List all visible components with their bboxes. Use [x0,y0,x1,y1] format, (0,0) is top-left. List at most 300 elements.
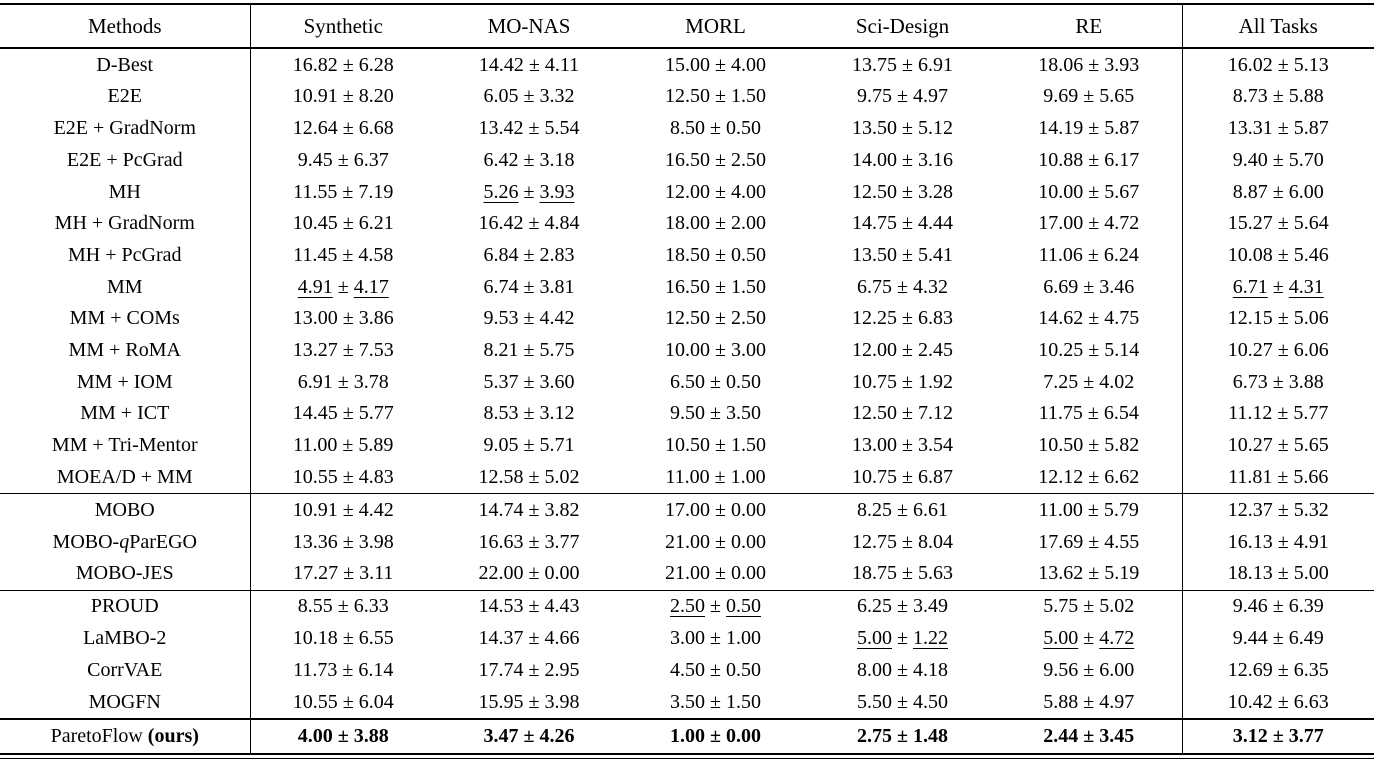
std-value: 5.41 [917,243,953,266]
mean-value: 1.00 [670,725,705,748]
mean-value: 11.81 [1228,465,1273,488]
method-label: E2E + GradNorm [53,117,196,140]
column-header-re: RE [996,5,1182,48]
mean-value: 12.25 [852,307,897,330]
value-cell: 8.87 ± 6.00 [1182,176,1374,208]
value-cell: 14.53 ± 4.43 [436,590,622,622]
mean-value: 4.00 [297,725,333,748]
value-cell: 5.50 ± 4.50 [857,690,948,713]
mean-value: 12.69 [1227,658,1273,681]
value-cell: 11.06 ± 6.24 [1038,243,1139,266]
mean-value: 16.63 [478,530,524,553]
method-label: MM + Tri-Mentor [51,434,198,457]
mean-value: 15.27 [1227,212,1273,235]
value-cell: 10.18 ± 6.55 [292,627,394,650]
std-value: 4.32 [912,275,948,298]
value-cell: 17.27 ± 3.11 [293,562,394,585]
mean-value: 5.26 [483,180,519,203]
mean-value: 13.42 [478,117,524,140]
mean-value: 10.75 [852,370,897,393]
method-cell [0,240,250,272]
value-cell: 15.95 ± 3.98 [478,690,580,713]
std-value: 4.42 [539,307,575,330]
mean-value: 13.31 [1227,117,1273,140]
method-cell [0,208,250,240]
std-value: 4.26 [539,725,575,748]
mean-value: 16.50 [665,148,710,171]
value-cell: 6.71 ± 4.31 [1182,271,1374,303]
mean-value: 14.19 [1038,117,1084,140]
std-value: 6.24 [1103,243,1139,266]
column-header-mo-nas: MO-NAS [436,5,622,48]
std-value: 6.39 [1288,595,1324,618]
value-cell: 10.25 ± 5.14 [1038,339,1140,362]
method-cell [0,48,250,81]
table-row [0,719,1374,754]
value-cell: 16.82 ± 6.28 [292,53,394,76]
std-value: 4.83 [358,465,394,488]
std-value: 7.19 [358,180,394,203]
mean-value: 8.25 [857,498,892,521]
value-cell: 13.75 ± 6.91 [852,53,953,76]
std-value: 1.50 [725,690,761,713]
method-cell [0,145,250,177]
value-cell: 16.50 ± 2.50 [665,148,766,171]
value-cell: 10.50 ± 5.82 [1038,434,1140,457]
value-cell: 1.00 ± 0.00 [622,719,809,754]
std-value: 4.17 [353,275,389,298]
std-value: 1.50 [730,85,766,108]
std-value: 1.50 [730,434,766,457]
value-cell: 8.25 ± 6.61 [809,494,996,526]
value-cell: 15.00 ± 4.00 [665,53,766,76]
value-cell: 14.74 ± 3.82 [436,494,622,526]
method-label: MOBO [94,498,155,521]
mean-value: 12.75 [852,530,897,553]
std-value: 3.11 [359,562,394,585]
value-cell: 17.69 ± 4.55 [1038,530,1140,553]
std-value: 4.58 [358,243,394,266]
mean-value: 4.50 [670,658,705,681]
mean-value: 18.50 [665,243,710,266]
method-cell [0,335,250,367]
value-cell: 9.05 ± 5.71 [483,434,575,457]
value-cell: 10.27 ± 6.06 [1182,335,1374,367]
std-value: 3.88 [1288,370,1324,393]
mean-value: 6.69 [1043,275,1079,298]
results-table-container [0,3,1374,759]
mean-value: 6.84 [483,243,519,266]
mean-value: 10.55 [292,690,338,713]
std-value: 4.50 [912,690,948,713]
method-cell [0,558,250,590]
method-cell [0,526,250,558]
method-label: D-Best [96,53,154,76]
std-value: 3.86 [358,307,394,330]
value-cell: 8.50 ± 0.50 [670,117,761,140]
std-value: 5.77 [358,402,394,425]
mean-value: 18.75 [852,562,897,585]
value-cell: 4.91 ± 4.17 [297,275,389,298]
value-cell: 9.56 ± 6.00 [1043,658,1135,681]
std-value: 5.02 [544,465,580,488]
value-cell: 21.00 ± 0.00 [665,562,766,585]
table-row [0,623,1374,655]
method-label: MM + RoMA [68,339,181,362]
value-cell: 5.00 ± 1.22 [857,627,948,650]
table-row [0,526,1374,558]
std-value: 5.75 [539,339,575,362]
value-cell: 2.75 ± 1.48 [809,719,996,754]
mean-value: 13.50 [852,243,897,266]
std-value: 7.12 [917,402,953,425]
std-value: 3.46 [1099,275,1135,298]
value-cell: 11.00 ± 5.79 [996,494,1182,526]
value-cell: 10.55 ± 6.04 [292,690,394,713]
std-value: 3.16 [917,148,953,171]
value-cell: 10.91 ± 8.20 [292,85,394,108]
method-label: MH [108,180,141,203]
method-cell [0,623,250,655]
std-value: 3.78 [353,370,389,393]
value-cell: 16.63 ± 3.77 [478,530,580,553]
std-value: 6.21 [358,212,394,235]
value-cell: 14.42 ± 4.11 [478,53,580,76]
std-value: 5.00 [1293,562,1329,585]
std-value: 0.00 [730,562,766,585]
mean-value: 14.37 [478,627,524,650]
std-value: 5.64 [1293,212,1329,235]
std-value: 3.18 [539,148,575,171]
value-cell: 10.00 ± 3.00 [665,339,766,362]
std-value: 5.82 [1104,434,1140,457]
value-cell: 4.00 ± 3.88 [250,719,436,754]
mean-value: 16.42 [478,212,524,235]
std-value: 4.97 [1099,690,1135,713]
value-cell: 8.55 ± 6.33 [250,590,436,622]
value-cell: 8.53 ± 3.12 [483,402,575,425]
mean-value: 6.74 [483,275,519,298]
std-value: 5.66 [1293,465,1329,488]
method-label: MOBO- [52,530,120,553]
value-cell: 3.50 ± 1.50 [670,690,761,713]
mean-value: 10.91 [292,498,338,521]
value-cell: 11.75 ± 6.54 [1038,402,1139,425]
mean-value: 14.00 [852,148,897,171]
std-value: 5.13 [1293,53,1329,76]
value-cell: 10.42 ± 6.63 [1182,686,1374,719]
value-cell: 18.06 ± 3.93 [1038,53,1140,76]
value-cell: 12.64 ± 6.68 [292,117,394,140]
value-cell: 16.50 ± 1.50 [665,275,766,298]
std-value: 4.72 [1099,627,1135,650]
std-value: 5.79 [1103,498,1139,521]
method-cell [0,719,250,754]
mean-value: 6.73 [1232,370,1268,393]
value-cell: 12.50 ± 7.12 [852,402,953,425]
mean-value: 15.95 [478,690,524,713]
method-label: LaMBO-2 [83,627,167,650]
value-cell: 6.05 ± 3.32 [483,85,575,108]
value-cell: 13.00 ± 3.86 [292,307,394,330]
method-cell [0,398,250,430]
mean-value: 12.00 [665,180,710,203]
std-value: 3.77 [1288,725,1324,748]
mean-value: 10.08 [1227,243,1273,266]
std-value: 6.87 [917,465,953,488]
std-value: 3.82 [544,498,580,521]
mean-value: 9.45 [297,148,333,171]
method-cell [0,590,250,622]
std-value: 5.70 [1288,148,1324,171]
mean-value: 11.12 [1228,402,1273,425]
value-cell: 16.13 ± 4.91 [1182,526,1374,558]
mean-value: 16.50 [665,275,710,298]
table-row [0,303,1374,335]
table-row [0,366,1374,398]
mean-value: 22.00 [478,562,524,585]
mean-value: 11.73 [293,658,338,681]
std-value: 5.87 [1104,117,1140,140]
value-cell: 12.00 ± 2.45 [852,339,953,362]
value-cell: 9.45 ± 6.37 [297,148,389,171]
mean-value: 9.53 [483,307,519,330]
std-value: 3.98 [544,690,580,713]
mean-value: 12.00 [852,339,897,362]
std-value: 4.66 [544,627,580,650]
table-row [0,494,1374,526]
mean-value: 3.00 [670,627,705,650]
value-cell: 9.75 ± 4.97 [857,85,948,108]
value-cell: 12.75 ± 8.04 [852,530,953,553]
value-cell: 6.91 ± 3.78 [297,370,389,393]
method-label: CorrVAE [87,658,163,681]
value-cell: 10.00 ± 5.67 [1038,180,1140,203]
std-value: 3.93 [539,180,575,203]
method-label: MM [106,275,143,298]
mean-value: 10.55 [292,465,338,488]
std-value: 4.72 [1104,212,1140,235]
method-cell [0,462,250,494]
value-cell: 10.08 ± 5.46 [1182,240,1374,272]
std-value: 3.81 [539,275,575,298]
value-cell: 13.62 ± 5.19 [1038,562,1140,585]
mean-value: 11.75 [1038,402,1083,425]
value-cell: 17.74 ± 2.95 [478,658,580,681]
mean-value: 6.25 [857,595,892,618]
method-cell [0,494,250,526]
std-value: 2.50 [730,307,766,330]
method-cell [0,366,250,398]
std-value: 5.63 [917,562,953,585]
value-cell: 12.12 ± 6.62 [1038,465,1140,488]
method-label: E2E + PcGrad [66,148,183,171]
value-cell: 14.45 ± 5.77 [292,402,394,425]
value-cell: 8.73 ± 5.88 [1182,81,1374,113]
column-header-synthetic: Synthetic [250,5,436,48]
method-label: ParEGO [129,530,197,553]
value-cell: 10.27 ± 5.65 [1182,430,1374,462]
mean-value: 12.64 [292,117,338,140]
value-cell: 14.62 ± 4.75 [1038,307,1140,330]
method-label: (ours) [147,725,199,748]
value-cell: 5.88 ± 4.97 [1043,690,1135,713]
value-cell: 3.00 ± 1.00 [670,627,761,650]
mean-value: 16.13 [1227,530,1273,553]
std-value: 3.77 [544,530,580,553]
value-cell: 3.12 ± 3.77 [1182,719,1374,754]
table-row [0,462,1374,494]
value-cell: 14.00 ± 3.16 [852,148,953,171]
value-cell: 16.02 ± 5.13 [1182,48,1374,81]
std-value: 1.50 [730,275,766,298]
mean-value: 10.18 [292,627,338,650]
mean-value: 5.00 [1043,627,1079,650]
value-cell: 17.00 ± 4.72 [1038,212,1140,235]
value-cell: 5.75 ± 5.02 [996,590,1182,622]
column-header-all-tasks: All Tasks [1182,5,1374,48]
value-cell: 9.53 ± 4.42 [483,307,575,330]
table-row [0,686,1374,719]
value-cell: 8.00 ± 4.18 [857,658,948,681]
std-value: 3.49 [912,595,948,618]
mean-value: 8.50 [670,117,705,140]
mean-value: 16.02 [1227,53,1273,76]
value-cell: 13.27 ± 7.53 [292,339,394,362]
std-value: 5.02 [1099,595,1135,618]
std-value: 0.50 [730,243,766,266]
std-value: 5.14 [1104,339,1140,362]
std-value: 1.92 [917,370,953,393]
table-header [0,5,1374,48]
std-value: 3.88 [353,725,389,748]
value-cell: 13.50 ± 5.12 [852,117,953,140]
table-row [0,430,1374,462]
mean-value: 10.42 [1227,690,1273,713]
mean-value: 18.06 [1038,53,1084,76]
mean-value: 15.00 [665,53,710,76]
method-cell [0,655,250,687]
value-cell: 12.25 ± 6.83 [852,307,953,330]
std-value: 6.00 [1099,658,1135,681]
std-value: 0.50 [725,658,761,681]
mean-value: 17.00 [1038,212,1084,235]
std-value: 6.68 [358,117,394,140]
mean-value: 10.45 [292,212,338,235]
method-cell [0,686,250,719]
method-label: MOGFN [88,690,161,713]
std-value: 6.63 [1293,690,1329,713]
mean-value: 3.50 [670,690,705,713]
value-cell: 12.15 ± 5.06 [1182,303,1374,335]
method-cell [0,81,250,113]
mean-value: 12.15 [1227,307,1273,330]
mean-value: 6.42 [483,148,519,171]
mean-value: 3.12 [1232,725,1268,748]
std-value: 6.49 [1288,627,1324,650]
std-value: 6.91 [917,53,953,76]
mean-value: 5.37 [483,370,519,393]
std-value: 3.32 [539,85,575,108]
std-value: 5.46 [1293,243,1329,266]
mean-value: 12.50 [665,307,710,330]
mean-value: 12.37 [1227,498,1273,521]
value-cell: 11.45 ± 4.58 [293,243,394,266]
mean-value: 10.91 [292,85,338,108]
mean-value: 10.00 [1038,180,1084,203]
std-value: 3.54 [917,434,953,457]
mean-value: 17.69 [1038,530,1084,553]
mean-value: 14.53 [478,595,524,618]
std-value: 4.91 [1293,530,1329,553]
std-value: 5.32 [1293,498,1329,521]
table-row [0,176,1374,208]
method-label: MH + PcGrad [68,243,182,266]
std-value: 3.98 [358,530,394,553]
std-value: 5.89 [358,434,394,457]
mean-value: 13.50 [852,117,897,140]
mean-value: 2.50 [670,595,705,618]
value-cell: 2.50 ± 0.50 [622,590,809,622]
method-label: MM + ICT [80,402,170,425]
table-row [0,271,1374,303]
mean-value: 9.40 [1232,148,1268,171]
std-value: 3.45 [1099,725,1135,748]
std-value: 8.20 [358,85,394,108]
value-cell: 17.00 ± 0.00 [622,494,809,526]
header-row [0,5,1374,48]
method-label: MH + GradNorm [54,212,195,235]
std-value: 5.19 [1104,562,1140,585]
value-cell: 18.50 ± 0.50 [665,243,766,266]
value-cell: 11.81 ± 5.66 [1182,462,1374,494]
table-row [0,81,1374,113]
std-value: 0.00 [730,498,766,521]
mean-value: 9.75 [857,85,892,108]
value-cell: 10.75 ± 6.87 [852,465,953,488]
value-cell: 22.00 ± 0.00 [478,562,580,585]
std-value: 6.06 [1293,339,1329,362]
value-cell: 9.50 ± 3.50 [670,402,761,425]
mean-value: 6.91 [297,370,333,393]
value-cell: 9.69 ± 5.65 [1043,85,1135,108]
mean-value: 11.00 [1038,498,1083,521]
mean-value: 9.50 [670,402,705,425]
std-value: 6.35 [1293,658,1329,681]
mean-value: 6.50 [670,370,705,393]
column-header-methods: Methods [0,5,250,48]
mean-value: 4.91 [297,275,333,298]
method-label: MM + COMs [69,307,180,330]
mean-value: 9.05 [483,434,519,457]
std-value: 8.04 [917,530,953,553]
mean-value: 12.12 [1038,465,1084,488]
value-cell: 5.26 ± 3.93 [483,180,575,203]
std-value: 4.44 [917,212,953,235]
value-cell: 12.00 ± 4.00 [665,180,766,203]
mean-value: 7.25 [1043,370,1079,393]
std-value: 4.42 [358,498,394,521]
std-value: 4.75 [1104,307,1140,330]
mean-value: 11.45 [293,243,338,266]
mean-value: 14.74 [478,498,524,521]
table-row [0,558,1374,590]
std-value: 0.00 [544,562,580,585]
std-value: 6.04 [358,690,394,713]
value-cell: 3.47 ± 4.26 [436,719,622,754]
mean-value: 17.00 [665,498,710,521]
value-cell: 6.73 ± 3.88 [1182,366,1374,398]
